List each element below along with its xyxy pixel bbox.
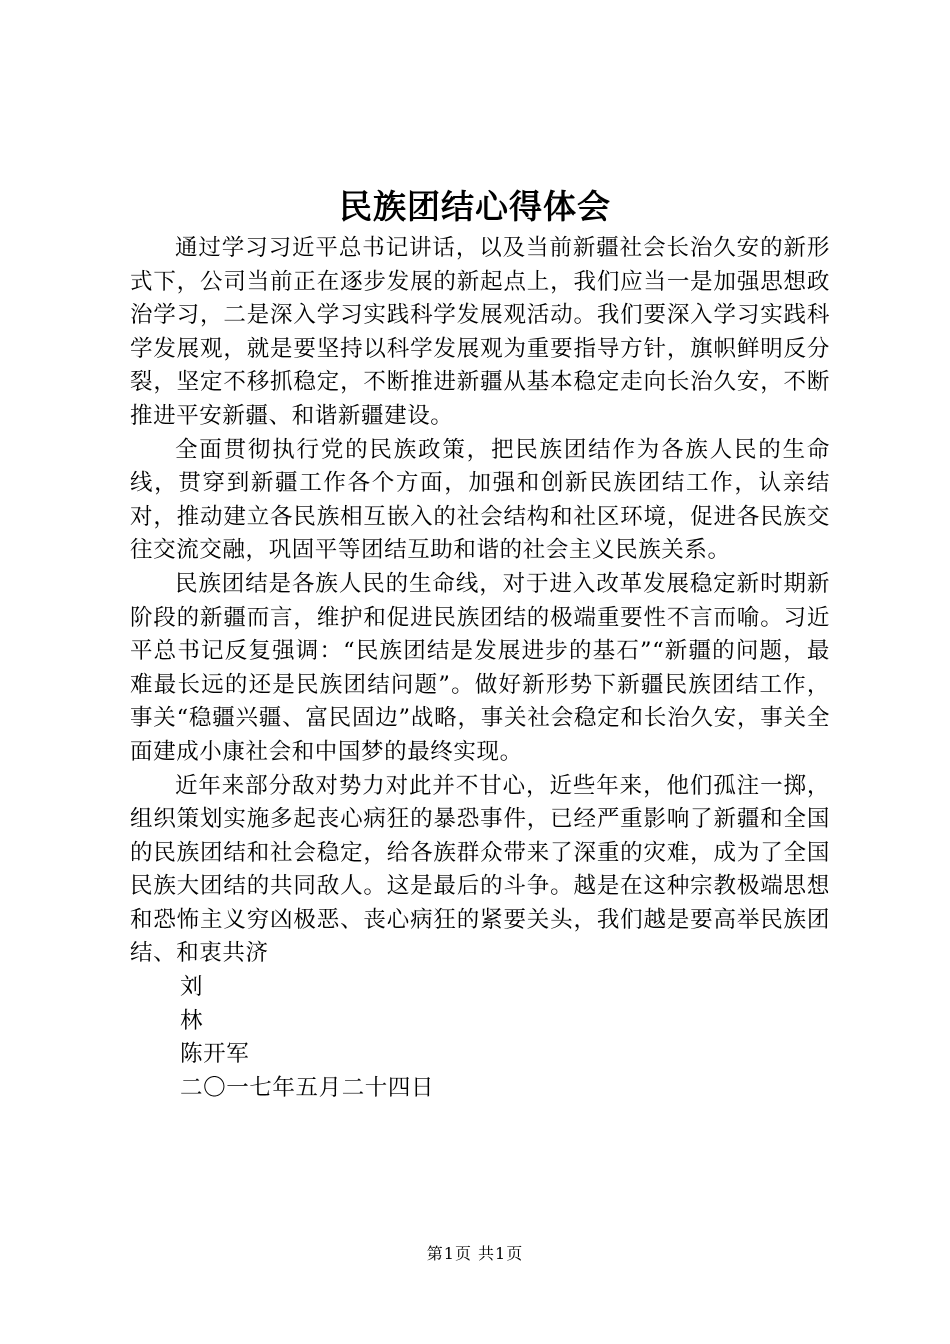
document-body: [130, 232, 830, 1105]
paragraph-3: 民族团结是各族人民的生命线，对于进入改革发展稳定新时期新阶段的新疆而言，维护和促进民族团结的极端重要性不言而喻。习近平总书记反复强调：“民族团结是发展进步的基石”“新疆的问题，最难最长远的还是民族团结问题”。做好新形势下新疆民族团结工作，事关“稳疆兴疆、富民固边”战略，事关社会稳定和长治久安，事关全面建成小康社会和中国梦的最终实现。: [130, 570, 830, 765]
page-footer: 第1页 共1页: [426, 1244, 524, 1263]
document-title: 民族团结心得体会: [339, 187, 611, 226]
signature-name-2: 林: [180, 1007, 204, 1034]
paragraph-4: 近年来部分敌对势力对此并不甘心，近些年来，他们孤注一掷，组织策划实施多起丧心病狂的暴恐事件，已经严重影响了新疆和全国的民族团结和社会稳定，给各族群众带来了深重的灾难，成为了全国民族大团结的共同敌人。这是最后的斗争。越是在这种宗教极端思想和恐怖主义穷凶极恶、丧心病狂的紧要关头，我们越是要高举民族团结、和衷共济: [130, 772, 830, 967]
paragraph-2: 全面贯彻执行党的民族政策，把民族团结作为各族人民的生命线，贯穿到新疆工作各个方面，加强和创新民族团结工作，认亲结对，推动建立各民族相互嵌入的社会结构和社区环境，促进各民族交往交流交融，巩固平等团结互助和谐的社会主义民族关系。: [130, 436, 830, 564]
signature-name-1: 刘: [180, 974, 204, 1001]
paragraph-1: 通过学习习近平总书记讲话，以及当前新疆社会长治久安的新形式下，公司当前正在逐步发展的新起点上，我们应当一是加强思想政治学习，二是深入学习实践科学发展观活动。我们要深入学习实践科学发展观，就是要坚持以科学发展观为重要指导方针，旗帜鲜明反分裂，坚定不移抓稳定，不断推进新疆从基本稳定走向长治久安，不断推进平安新疆、和谐新疆建设。: [130, 235, 830, 429]
signature-name-3: 陈开军: [180, 1041, 250, 1068]
document-date: 二〇一七年五月二十四日: [180, 1074, 435, 1101]
